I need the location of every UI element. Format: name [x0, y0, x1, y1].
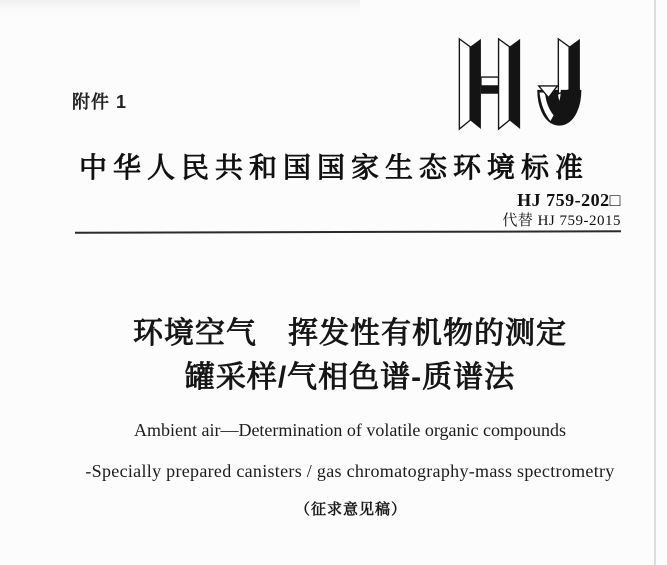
attachment-label: 附件 1	[72, 92, 128, 112]
document-title-en-line2: -Specially prepared canisters / gas chromatography-mass spectrometry	[85, 461, 615, 481]
replaced-standard: 代替 HJ 759-2015	[502, 213, 621, 229]
divider-rule	[75, 230, 621, 233]
document-title-en-line1: Ambient air—Determination of volatile organic compounds	[133, 420, 567, 440]
standard-number-block	[502, 189, 621, 231]
standard-number: HJ 759-202□	[517, 190, 621, 210]
document-title-cn	[30, 312, 667, 400]
scan-artifact	[0, 0, 360, 14]
document-title-cn-line1: 环境空气 挥发性有机物的测定	[133, 317, 567, 350]
draft-status-note: （征求意见稿）	[294, 501, 407, 518]
document-title-cn-line2: 罐采样/气相色谱-质谱法	[184, 361, 516, 394]
document-title-en	[0, 420, 667, 482]
national-standard-title: 中华人民共和国国家生态环境标准	[78, 153, 589, 184]
hj-logo-icon	[456, 33, 596, 131]
